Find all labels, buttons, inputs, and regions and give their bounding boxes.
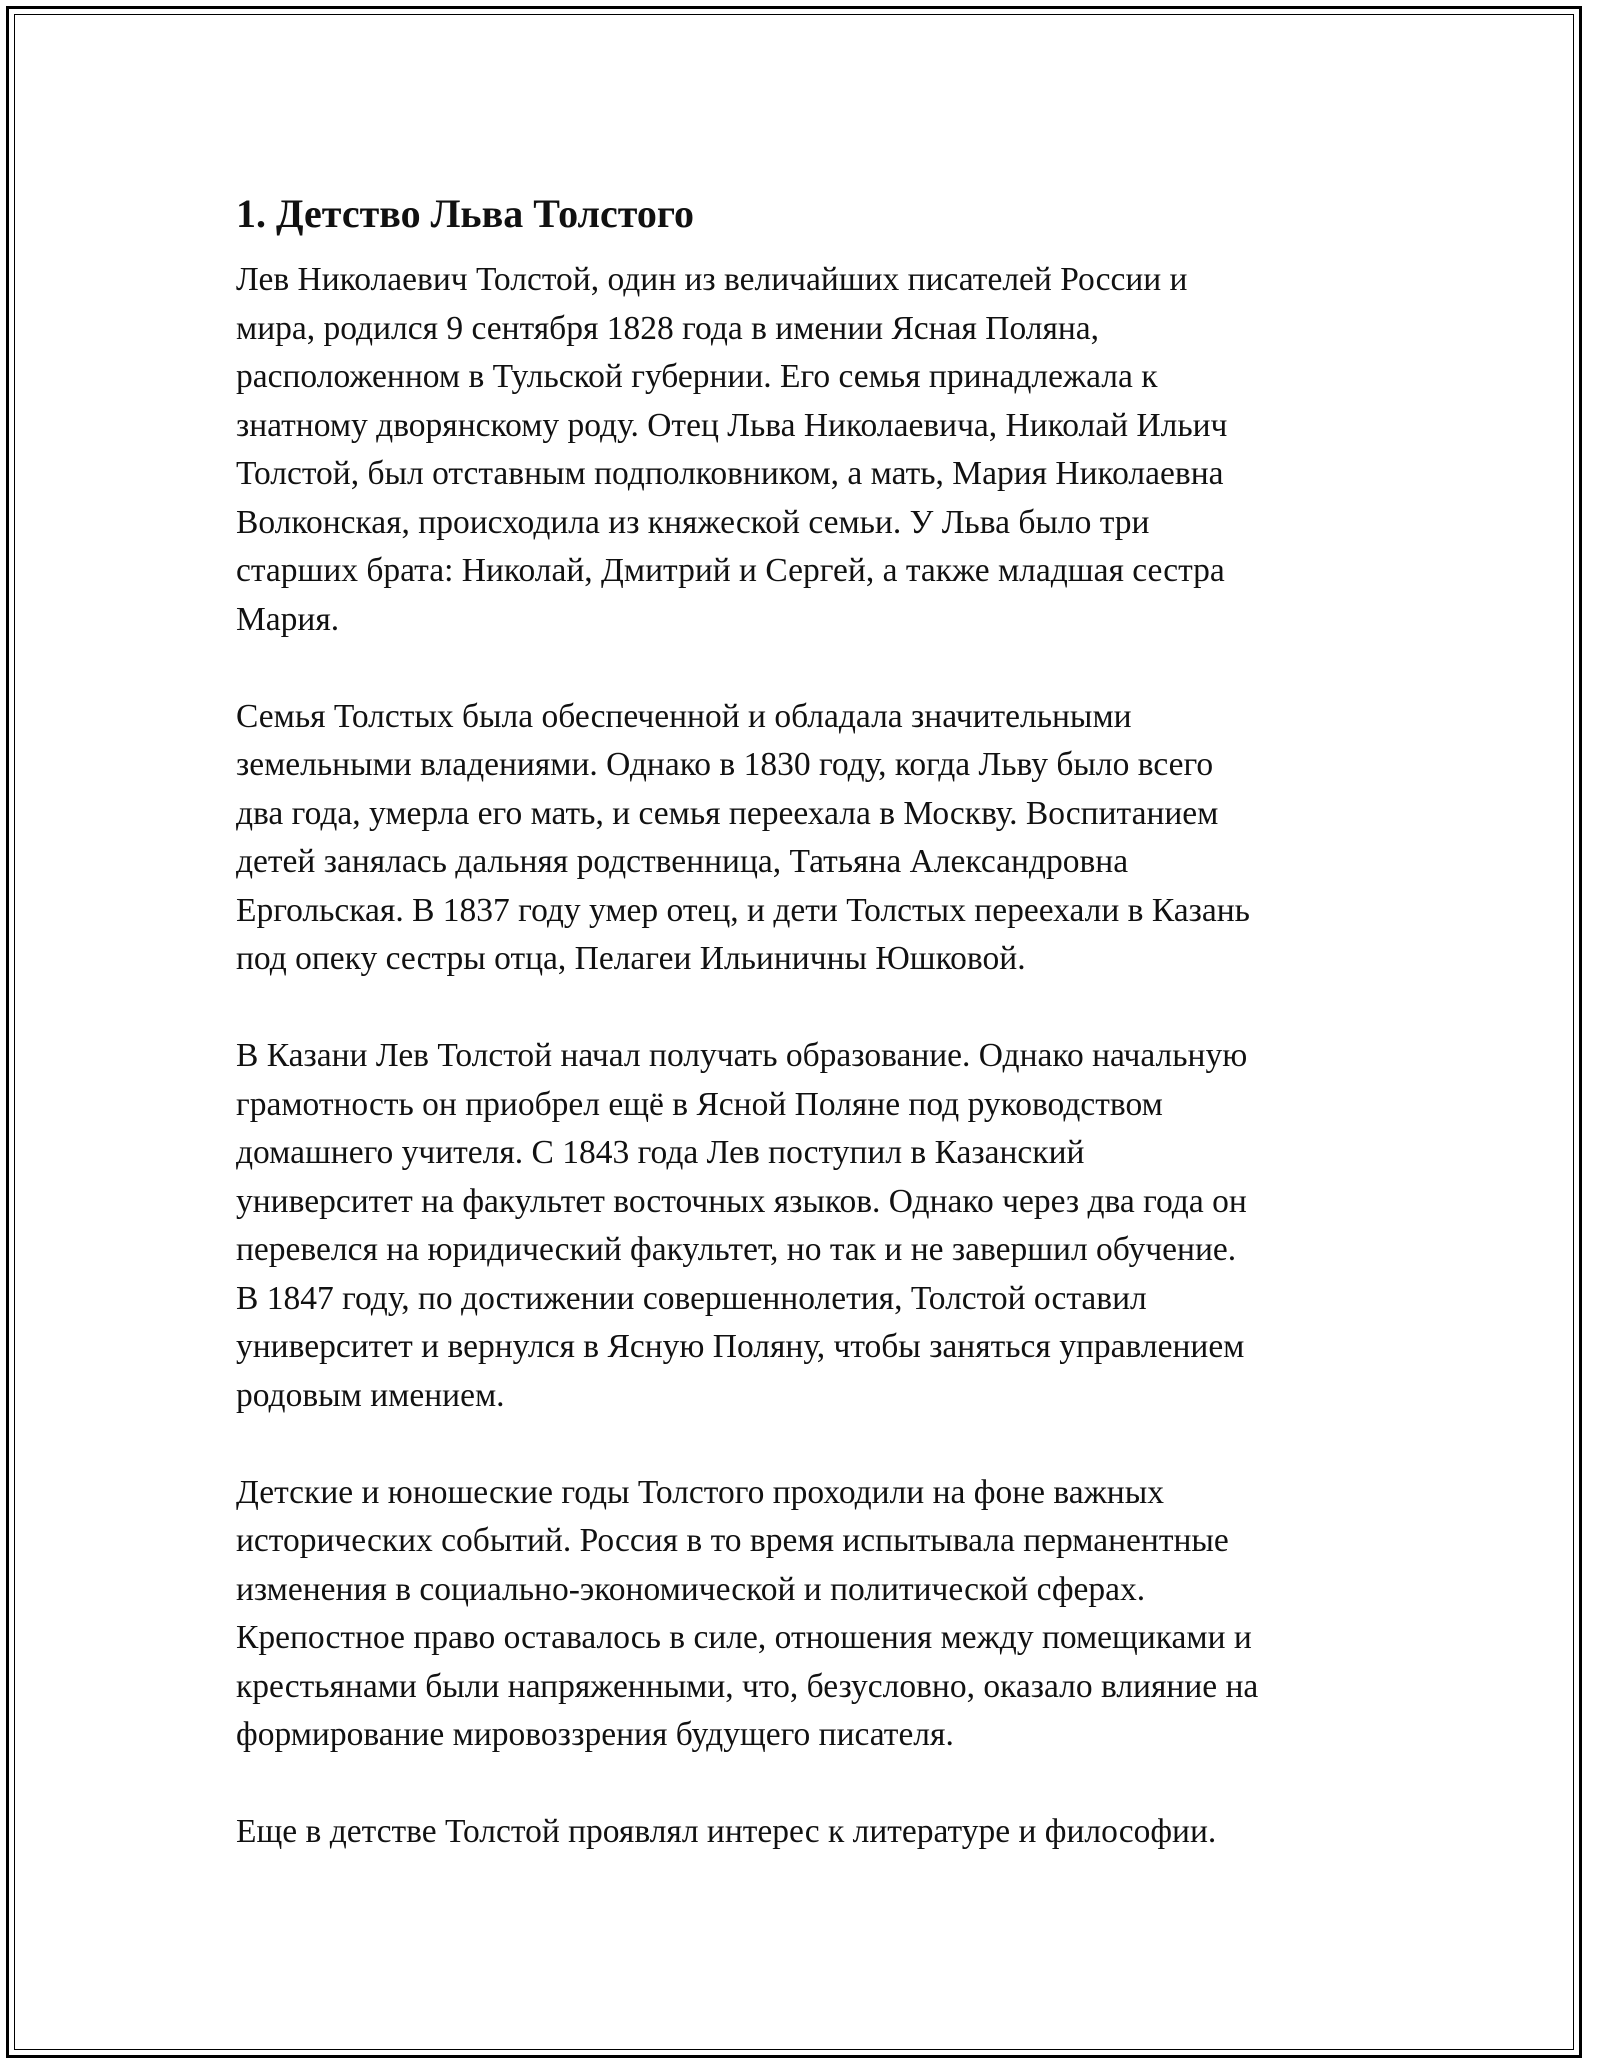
- text-line: Ергольская. В 1837 году умер отец, и дети Толстых переехали в Казань: [236, 891, 1250, 929]
- text-line: Мария.: [236, 600, 340, 638]
- text-line: Волконская, происходила из княжеской семьи. У Льва было три: [236, 503, 1150, 541]
- text-line: грамотность он приобрел ещё в Ясной Поляне под руководством: [236, 1085, 1163, 1123]
- text-line: Толстой, был отставным подполковником, а мать, Мария Николаевна: [236, 455, 1224, 492]
- text-line: родовым имением.: [236, 1376, 505, 1414]
- text-line: Лев Николаевич Толстой, один из величайших писателей России и: [236, 261, 1188, 298]
- text-line: Детские и юношеские годы Толстого проходили на фоне важных: [236, 1473, 1164, 1511]
- section-heading: 1. Детство Льва Толстого: [236, 191, 695, 236]
- text-line: детей занялась дальняя родственница, Татьяна Александровна: [236, 843, 1129, 880]
- text-line: два года, умерла его мать, и семья переехала в Москву. Воспитанием: [236, 794, 1219, 832]
- text-line: В 1847 году, по достижении совершеннолетия, Толстой оставил: [236, 1279, 1147, 1317]
- text-line: Семья Толстых была обеспеченной и обладала значительными: [236, 697, 1132, 735]
- text-line: исторических событий. Россия в то время испытывала перманентные: [236, 1522, 1229, 1559]
- text-line: домашнего учителя. С 1843 года Лев поступил в Казанский: [236, 1134, 1085, 1171]
- text-line: мира, родился 9 сентября 1828 года в имении Ясная Поляна,: [236, 309, 1100, 347]
- text-line: знатному дворянскому роду. Отец Льва Николаевича, Николай Ильич: [236, 406, 1228, 444]
- text-line: Крепостное право оставалось в силе, отношения между помещиками и: [236, 1619, 1252, 1656]
- text-line: под опеку сестры отца, Пелагеи Ильиничны Юшковой.: [236, 940, 1026, 977]
- document-body: [236, 188, 1366, 1905]
- text-line: университет на факультет восточных языков. Однако через два года он: [236, 1182, 1247, 1220]
- paragraph-3: [236, 1032, 1366, 1420]
- paragraph-1: [236, 256, 1366, 644]
- text-line: университет и вернулся в Ясную Поляну, чтобы заняться управлением: [236, 1328, 1245, 1365]
- text-line: перевелся на юридический факультет, но так и не завершил обучение.: [236, 1231, 1237, 1268]
- text-line: земельными владениями. Однако в 1830 году, когда Льву было всего: [236, 746, 1214, 783]
- text-line: изменения в социально-экономической и политической сферах.: [236, 1570, 1146, 1608]
- text-line: крестьянами были напряженными, что, безусловно, оказало влияние на: [236, 1667, 1259, 1705]
- paragraph-5: [236, 1808, 1366, 1857]
- text-line: формирование мировоззрения будущего писателя.: [236, 1716, 954, 1753]
- text-line: старших брата: Николай, Дмитрий и Сергей, а также младшая сестра: [236, 552, 1225, 589]
- text-line: В Казани Лев Толстой начал получать образование. Однако начальную: [236, 1037, 1248, 1074]
- paragraph-4: [236, 1469, 1366, 1760]
- text-line: Еще в детстве Толстой проявлял интерес к литературе и философии.: [236, 1813, 1217, 1850]
- paragraph-2: [236, 693, 1366, 984]
- text-line: расположенном в Тульской губернии. Его семья принадлежала к: [236, 358, 1158, 395]
